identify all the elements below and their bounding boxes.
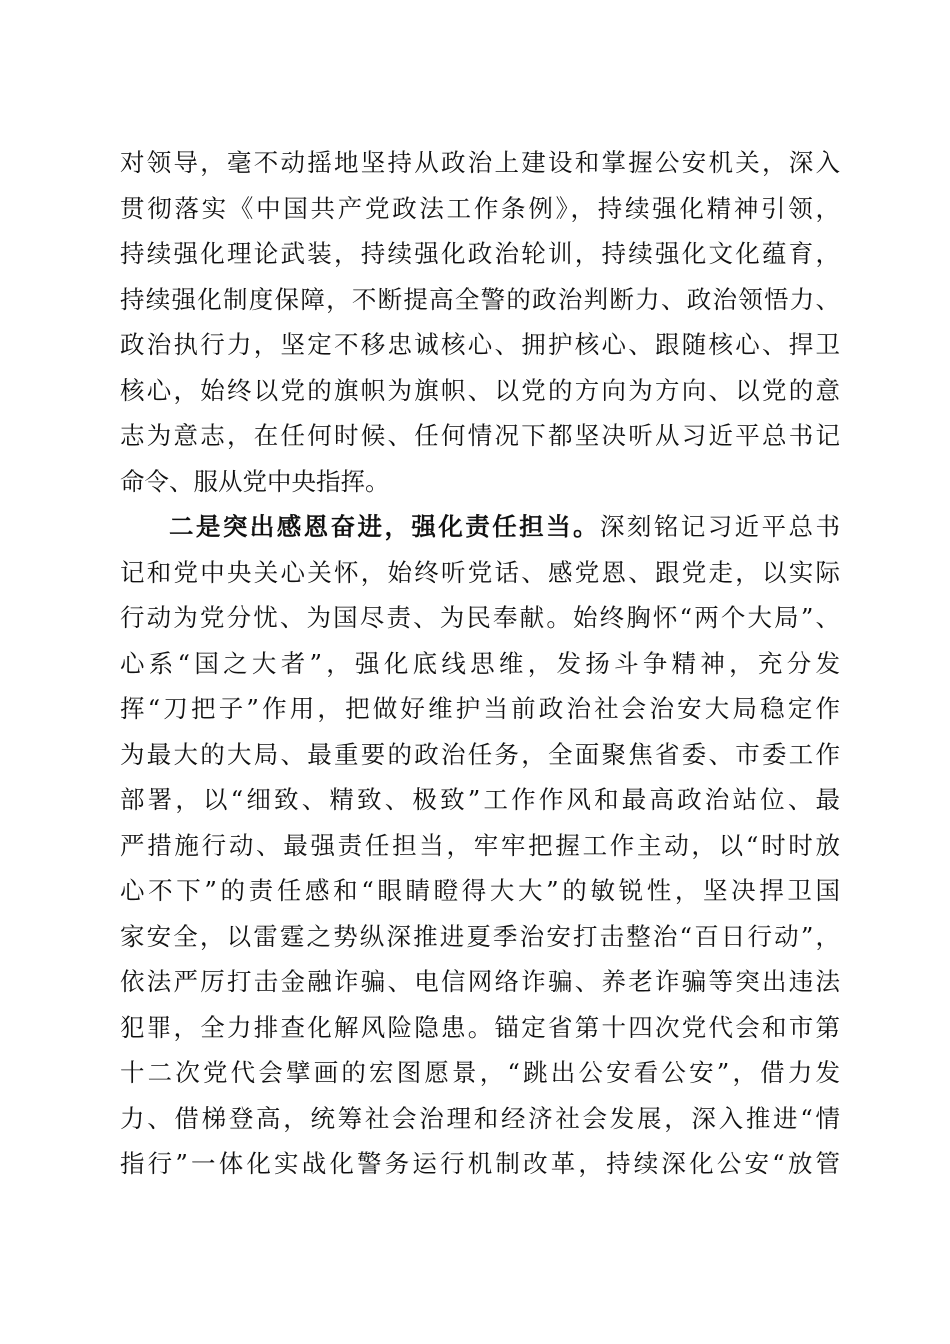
text-line: 严措施行动、最强责任担当，牢牢把握工作主动，以“时时放 <box>120 830 840 860</box>
text-line: 对领导，毫不动摇地坚持从政治上建设和掌握公安机关，深入 <box>120 148 840 177</box>
text-line: 依法严厉打击金融诈骗、电信网络诈骗、养老诈骗等突出违法 <box>120 967 840 996</box>
text-line: 犯罪，全力排查化解风险隐患。锚定省第十四次党代会和市第 <box>120 1012 840 1042</box>
text-line: 心不下”的责任感和“眼睛瞪得大大”的敏锐性，坚决捍卫国 <box>120 876 840 905</box>
text-line: 持续强化理论武装，持续强化政治轮训，持续强化文化蕴育， <box>120 239 840 268</box>
text-line: 指行”一体化实战化警务运行机制改革，持续深化公安“放管 <box>120 1149 840 1178</box>
text-line: 力、借梯登高，统筹社会治理和经济社会发展，深入推进“情 <box>120 1103 840 1133</box>
text-line: 持续强化制度保障，不断提高全警的政治判断力、政治领悟力、 <box>120 284 840 314</box>
text-line: 心系“国之大者”，强化底线思维，发扬斗争精神，充分发 <box>120 648 840 678</box>
text-line: 政治执行力，坚定不移忠诚核心、拥护核心、跟随核心、捍卫 <box>120 330 840 359</box>
text-line: 记和党中央关心关怀，始终听党话、感党恩、跟党走，以实际 <box>120 557 840 587</box>
body-text <box>120 140 840 1187</box>
paragraph-1 <box>120 140 840 504</box>
text-line: 十二次党代会擘画的宏图愿景，“跳出公安看公安”，借力发 <box>120 1058 840 1087</box>
text-line: 行动为党分忧、为国尽责、为民奉献。始终胸怀“两个大局”、 <box>120 603 840 632</box>
text-line: 家安全，以雷霆之势纵深推进夏季治安打击整治“百日行动”， <box>120 921 840 951</box>
text-line: 贯彻落实《中国共产党政法工作条例》，持续强化精神引领， <box>120 193 840 223</box>
text-line: 命令、服从党中央指挥。 <box>120 466 390 496</box>
paragraph-2 <box>120 504 840 1187</box>
paragraph-heading: 二是突出感恩奋进，强化责任担当。 <box>169 512 600 541</box>
text-line: 核心，始终以党的旗帜为旗帜、以党的方向为方向、以党的意 <box>120 375 840 405</box>
text-line: 为最大的大局、最重要的政治任务，全面聚焦省委、市委工作 <box>120 739 840 769</box>
paragraph-heading-rest: 深刻铭记习近平总书 <box>600 512 840 541</box>
text-line: 挥“刀把子”作用，把做好维护当前政治社会治安大局稳定作 <box>120 694 840 723</box>
text-line <box>120 504 840 550</box>
text-line: 志为意志，在任何时候、任何情况下都坚决听从习近平总书记 <box>120 421 840 450</box>
text-line: 部署，以“细致、精致、极致”工作作风和最高政治站位、最 <box>120 785 840 814</box>
